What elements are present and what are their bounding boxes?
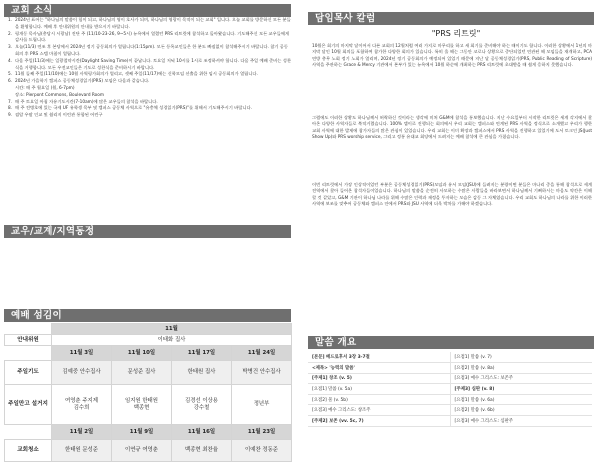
sunday-prayer-name: 박병건 안수집사 [232,361,292,385]
outline-left-cell: [요점1] 말씀 (v. 5a) [308,384,450,395]
community-news-header [4,225,291,238]
news-item-detail: 장소: Pierpont Commons, Boulevard Room [15,92,105,98]
sunday-prayer-name: 한태원 집사 [172,361,232,385]
saturday-date: 11월 16일 [172,425,232,440]
outline-right-cell: [요점2] 말씀 (v. 6b) [450,405,592,416]
outline-right-cell: [요점1] 말씀 (v. 7) [450,352,592,363]
church-cleaning-name: 백종현 최찬율 [172,440,232,462]
outline-right-cell: [요점3] 예수 그리스도: 심판주 [450,416,592,427]
news-item: 5. 11월 둘째 주일(11/10)에는 10월 사역평가회의가 열리고, 셋째 주일(11/17)에는 신학모임 선출을 위한 임시 공동회의가 열립니다. [8,72,258,78]
outline-row [308,394,592,405]
outline-left-cell: [주제2] 보존 (vv. 5c, 7) [308,416,450,427]
sunday-prayer-label: 주일기도 [5,361,52,385]
lunch-dishes-cell: 김경선 이상용 강수철 [172,385,232,425]
news-item: 2. 평개동 목사님(총담시 시광남) 진단 주 (11/10-23-26, 9~5시) 뉴욕에서 열렸던 PRS 리트릿에 참석하고 돌아왔습니다. 기도해주신 모든 교우들에게 감사를 드립니다. [8,31,290,44]
outline-left-cell: <제목> '능력의 말씀' [308,363,450,374]
sunday-date: 11월 17일 [172,346,232,361]
outline-left-cell: [본문] 베드로후서 3장 3-7절 [308,352,450,363]
outline-right-cell: [요점1] 말씀 (v. 6a) [450,394,592,405]
lunch-dishes-cell: 여영춘 주지제 김수희 [52,385,112,425]
sunday-date: 11월 3일 [52,346,112,361]
outline-left-cell: [주제1] 창조 (v. 5) [308,373,450,384]
column-paragraph-1: 10월은 회기의 마지막 달이어서 다른 교회의 12월처럼 여러 가지로 마무리를 하고 새 회기를 준비해야 하는 때이기도 합니다. 이러한 상황에서 1년의 마지막 달인 10월 회의들 포함하여 참가한 다양한 회의가 있습니다. 특히 올 해는 그동안 코로나 상황으로 중단되었던 연관된 해 모임들을 재개하고, PCA 연방 총무 노회 정기 노회가 열리며, 2024년 정기 공동회의가 예정되어 있었기 때문에 지난 달 공동체성경읽기(PRS, Public Reading of Scripture) 사역을 주관하는 Grace & Mercy 기관에서 본부가 있는 뉴욕에서 10월 하순에 개최하는 PRS 리트릿에 초대받을 때 쉽게 응하지 못했습니다. [312,44,593,69]
outline-row [308,416,592,427]
pastor-column-header [308,12,594,25]
outline-left-cell: [요점3] 예수 그리스도: 창조주 [308,405,450,416]
news-item: 7. 매 주 토요일 아침 자유기도시간(7-10am)에 많은 교우들의 참석을 바랍니다. [8,99,158,105]
outline-row [308,363,592,374]
sermon-outline-title: 말씀 개요 [315,337,357,348]
news-item: 6. 2024년 가을학기 캠퍼스 공동체성경읽기(PRS) 모임은 다음과 같습니다. [8,79,150,85]
outline-right-cell: [요점3] 예수 그리스도: 보존주 [450,373,592,384]
church-news-header [4,4,291,17]
sunday-date: 11월 10일 [112,346,172,361]
pastor-column-header-text: 담임목사 칼럼 [315,13,376,24]
worship-schedule-table [4,323,292,462]
saturday-date: 11월 23일 [232,425,292,440]
news-item: 1. 2024년 표어는 "하나님의 말씀이 힘이 되고, 하나님의 영이 호사가 되며, 하나님의 영광이 목적이 되는 교회" 입니다. 오늘 교회를 방문하신 모든 분들을 환영합니다. 예배 후 안내위원의 안내를 받으시기 바랍니다. [8,18,291,30]
column-paragraph-2: 그럼에도 이러한 상황도 하나님께서 허락하신 것이라는 생각에 미처 G&M에 참석을 통보했습니다. 지난 수요일부터 시작한 리트릿은 세계 각지에서 찾아온 다양한 사역자들로 북적거렸습니다. 100% 앱이로 진행되는 회의에서 우리 교회는 캠퍼스와 연계된 PRS 사역을 정식으로 소개했고 우리가 행한 교회 사역에 대한 발제에 참가자들의 많은 관심이 있었습니다. 우리 교회는 이미 확장과 캠퍼스에서 PRS 사역을 진행하고 있었기에 도서 토크인 JS(Just Show Up)와 PRS worship service, 그리고 정통 유대교 회당에서 드려지는 예배 참석에 큰 관심을 가졌습니다. [312,116,592,141]
lunch-dishes-cell: 정년부 [232,385,292,425]
outline-row [308,405,592,416]
sunday-prayer-name: 문성준 집사 [112,361,172,385]
outline-right-cell: [요점2] 말씀 (v. 8a) [450,363,592,374]
church-news-title: 교회 소식 [11,5,53,16]
schedule-date-spacer [5,346,52,361]
church-cleaning-name: 한태원 문성준 [52,440,112,462]
church-cleaning-name: 이예찬 정동준 [232,440,292,462]
outline-row [308,384,592,395]
lunch-dishes-cell: 임지원 한태원 백종현 [112,385,172,425]
worship-servers-title: 예배 섬김이 [11,310,62,321]
community-news-title: 교우/교계/지역동정 [11,226,95,237]
worship-servers-header [4,309,291,322]
news-item: 4. 다음 주일(11/3)에는 일광절약시간(Daylight Saving Time)이 끝납니다. 토요일 저녁 10시를 1시로 조정하셔야 합니다. 다음 주일 예배 준비는 성찬식을 거행합니다. 모든 우전교인들은 기도로 성찬식을 준비하시기 바랍니다. [8,58,291,71]
saturday-date: 11월 9일 [112,425,172,440]
saturday-date: 11월 2일 [52,425,112,440]
sermon-outline-header [308,336,594,349]
news-item-detail: 시간: 매 주 월요일 (월, 6-7pm) [15,85,75,91]
church-news-list [8,18,292,120]
column-title: "PRS 리트릿" [431,29,481,38]
church-cleaning-name: 이연규 여영춘 [112,440,172,462]
schedule-month-spacer [5,324,52,335]
usher-label: 안내위원 [5,335,52,346]
sunday-prayer-name: 김예중 안수집사 [52,361,112,385]
schedule-month: 11월 [52,324,292,335]
sermon-outline-table [308,352,592,427]
news-item: 8. 매 주 전병호에 있는 국제 UF 유학생 목부 및 캠퍼스 공동체 사역으로 "유충체 성경읽기(PRS)"를 위해서 기도해주시기 바랍니다. [8,106,252,112]
cleaning-date-spacer [5,425,52,440]
sunday-date: 11월 24일 [232,346,292,361]
column-paragraph-3: 이번 리트릿에서 가장 인상적이었던 부분은 공동체성경읽기(PRS)모임과 유서 모임(JSU)에 들려지는 분량이면 분들은 마나리 중을 통해 참석으로 세계 전역에서 찾아 들어온 참석자들이었습니다. 하나님의 말씀을 순전히 사모하는 수많은 사람들을 바라보면서 하나님께서 기뻐하시는 마음도 약간은 이해할 것 같았고, G&M 기관이 하나님 나라를 위해 수많은 인력과 재정을 투자하는 모습은 감동 그 자체였습니다. 우리 교회도 하나님의 나라를 위한 이러한 사역에 보조를 맞추어 공동체와 캠퍼스 안에서 PRS와 JSU 사역에 더욱 박차를 가해야 하겠습니다. [312,183,592,208]
outline-left-cell: [요점2] 물 (v. 5b) [308,394,450,405]
news-item: 9. 겸암 우팔 인교 및 쉼리지 이린관 통합된 어린구 [8,113,103,119]
news-item: 3. 오늘(11/3) 연조 후 본당에서 2024년 정기 공동회의가 열립니다(1:15pm). 모든 등록교인들은 한 분도 빠짐없이 참석해주시기 바랍니다. 참기 공동회의 후 PRS 스텔 마침이 열립니다. [8,45,288,57]
church-cleaning-label: 교회청소 [5,440,52,462]
usher-name: 이태화 집사 [52,335,292,346]
outline-right-cell: [주제3] 심판 (v. 8) [450,384,592,395]
outline-row [308,373,592,384]
left-column [0,0,296,463]
outline-row [308,352,592,363]
lunch-dishes-label: 주일만고 설거지 [5,385,52,425]
